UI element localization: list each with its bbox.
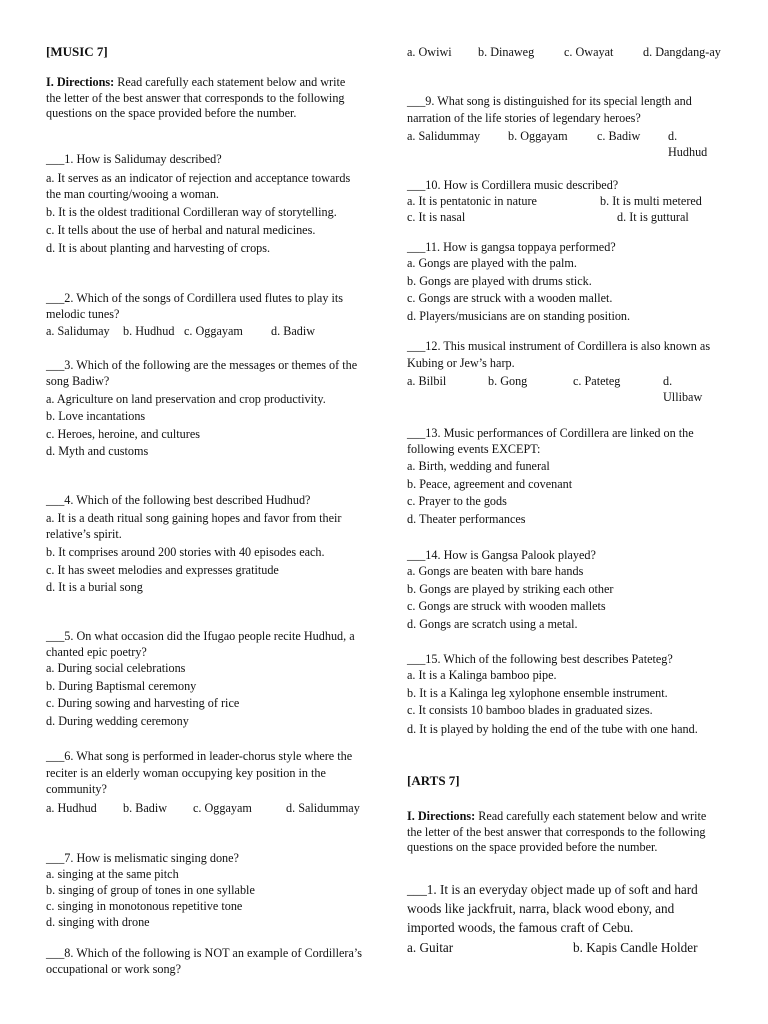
option-b: b. singing of group of tones in one syllable <box>46 883 255 897</box>
option-c: c. It is nasal <box>407 210 466 224</box>
option-a: a. Gongs are beaten with bare hands <box>407 564 584 578</box>
music-question-5 <box>46 628 364 730</box>
option-b: b. Dinaweg <box>478 45 535 59</box>
music-question-2 <box>46 290 364 339</box>
music-section-title: [MUSIC 7] <box>46 44 108 59</box>
question-stem: ___1. It is an everyday object made up of soft and hard woods like jackfruit, narra, black wood ebony, and imported woods, the famous craft of Cebu. <box>407 882 698 935</box>
music-question-10 <box>407 177 723 225</box>
music-question-12 <box>407 338 723 405</box>
option-d: d. During wedding ceremony <box>46 713 189 728</box>
arts-directions-text: Read carefully each statement below and write the letter of the best answer that corresponds to the following questions on the space provided before the number. <box>407 809 707 854</box>
option-a: a. It is pentatonic in nature <box>407 194 537 208</box>
question-stem: ___6. What song is performed in leader-chorus style where the reciter is an elderly woman occupying key position in the community? <box>46 749 353 796</box>
option-d: d. Theater performances <box>407 511 526 526</box>
option-b: b. It is the oldest traditional Cordilleran way of storytelling. <box>46 205 337 219</box>
option-d: d. Badiw <box>271 324 316 338</box>
option-a: a. Owiwi <box>407 45 452 59</box>
option-a: a. Birth, wedding and funeral <box>407 459 550 473</box>
question-stem: ___10. How is Cordillera music described? <box>407 178 619 192</box>
option-b: b. It comprises around 200 stories with 40 episodes each. <box>46 545 325 559</box>
option-a: a. It is a death ritual song gaining hopes and favor from their relative’s spirit. <box>46 511 342 541</box>
option-d: d. Players/musicians are on standing position. <box>407 308 631 323</box>
option-c: c. Pateteg <box>573 374 621 388</box>
option-b: b. Love incantations <box>46 409 146 423</box>
option-b: b. Badiw <box>123 800 168 815</box>
option-c: c. Owayat <box>564 45 614 59</box>
option-d: d. singing with drone <box>46 915 150 929</box>
question-stem: ___15. Which of the following best describes Pateteg? <box>407 652 673 666</box>
question-stem: ___7. How is melismatic singing done? <box>46 851 239 865</box>
option-c: c. Oggayam <box>184 324 243 338</box>
question-stem: ___9. What song is distinguished for its special length and narration of the life stories of legendary heroes? <box>407 94 692 125</box>
arts-directions <box>407 809 717 856</box>
option-d: d. It is a burial song <box>46 580 143 594</box>
option-d: d. It is about planting and harvesting of crops. <box>46 241 271 255</box>
music-question-8-options <box>407 44 723 60</box>
question-stem: ___3. Which of the following are the messages or themes of the song Badiw? <box>46 358 358 388</box>
option-b: b. Kapis Candle Holder <box>573 940 698 955</box>
option-c: c. Heroes, heroine, and cultures <box>46 426 200 441</box>
arts-question-1 <box>407 880 723 957</box>
option-c: c. It tells about the use of herbal and natural medicines. <box>46 223 316 237</box>
option-c: c. Gongs are struck with a wooden mallet. <box>407 291 613 305</box>
option-b: b. Gong <box>488 374 528 388</box>
option-a: a. Gongs are played with the palm. <box>407 256 577 270</box>
option-b: b. During Baptismal ceremony <box>46 678 197 693</box>
question-stem: ___1. How is Salidumay described? <box>46 152 222 166</box>
option-c: c. It consists 10 bamboo blades in graduated sizes. <box>407 703 653 717</box>
option-b: b. It is a Kalinga leg xylophone ensemble instrument. <box>407 685 668 700</box>
music-question-6 <box>46 748 364 816</box>
option-c: c. Badiw <box>597 129 641 143</box>
option-d: d. Dangdang-ay <box>643 45 721 59</box>
option-a: a. It serves as an indicator of rejection and acceptance towards the man courting/wooing a woman. <box>46 171 351 201</box>
music-question-7 <box>46 850 364 930</box>
option-d: d. Salidummay <box>286 800 360 815</box>
question-stem: ___2. Which of the songs of Cordillera used flutes to play its melodic tunes? <box>46 291 343 321</box>
option-c: c. It has sweet melodies and expresses gratitude <box>46 562 279 577</box>
question-stem: ___8. Which of the following is NOT an example of Cordillera’s occupational or work song? <box>46 946 363 976</box>
option-a: a. During social celebrations <box>46 661 186 675</box>
option-b: b. Hudhud <box>123 324 175 338</box>
option-a: a. Bilbil <box>407 374 447 388</box>
option-d: d. Ullibaw <box>663 374 703 404</box>
question-stem: ___14. How is Gangsa Palook played? <box>407 548 596 562</box>
option-c: c. singing in monotonous repetitive tone <box>46 899 243 913</box>
music-question-9 <box>407 93 723 160</box>
option-b: b. Gongs are played with drums stick. <box>407 273 592 288</box>
option-d: d. Gongs are scratch using a metal. <box>407 616 578 631</box>
option-a: a. It is a Kalinga bamboo pipe. <box>407 668 557 682</box>
option-c: c. Oggayam <box>193 800 252 815</box>
music-question-15 <box>407 651 723 737</box>
option-d: d. Hudhud <box>668 129 708 159</box>
option-d: d. Myth and customs <box>46 444 149 458</box>
music-question-13 <box>407 426 723 528</box>
option-a: a. Hudhud <box>46 800 97 815</box>
option-c: c. Gongs are struck with wooden mallets <box>407 599 606 613</box>
option-a: a. Salidumay <box>46 324 110 338</box>
option-a: a. Guitar <box>407 940 454 955</box>
question-stem: ___11. How is gangsa toppaya performed? <box>407 240 616 254</box>
option-b: b. Oggayam <box>508 129 568 143</box>
question-stem: ___13. Music performances of Cordillera are linked on the following events EXCEPT: <box>407 426 694 456</box>
option-b: b. Peace, agreement and covenant <box>407 476 573 491</box>
music-directions-label: I. Directions: <box>46 75 115 89</box>
question-stem: ___12. This musical instrument of Cordillera is also known as Kubing or Jew’s harp. <box>407 339 711 370</box>
music-directions <box>46 75 346 122</box>
question-stem: ___4. Which of the following best described Hudhud? <box>46 493 311 507</box>
music-question-1 <box>46 151 364 256</box>
arts-directions-label: I. Directions: <box>407 809 476 823</box>
music-question-14 <box>407 547 723 633</box>
music-directions-text: Read carefully each statement below and write the letter of the best answer that corresponds to the following questions on the space provided before the number. <box>46 75 346 120</box>
option-d: d. It is guttural <box>617 210 689 224</box>
option-c: c. Prayer to the gods <box>407 494 507 508</box>
music-question-11 <box>407 239 723 325</box>
music-question-3 <box>46 357 364 461</box>
music-question-4 <box>46 492 364 597</box>
option-a: a. Agriculture on land preservation and crop productivity. <box>46 392 326 406</box>
question-stem: ___5. On what occasion did the Ifugao people recite Hudhud, a chanted epic poetry? <box>46 629 355 659</box>
arts-section-title: [ARTS 7] <box>407 773 460 788</box>
option-d: d. It is played by holding the end of the tube with one hand. <box>407 721 698 736</box>
option-b: b. Gongs are played by striking each other <box>407 581 614 596</box>
option-a: a. singing at the same pitch <box>46 867 179 881</box>
music-question-8 <box>46 945 364 977</box>
option-a: a. Salidummay <box>407 129 481 143</box>
option-c: c. During sowing and harvesting of rice <box>46 696 240 710</box>
option-b: b. It is multi metered <box>600 194 702 208</box>
